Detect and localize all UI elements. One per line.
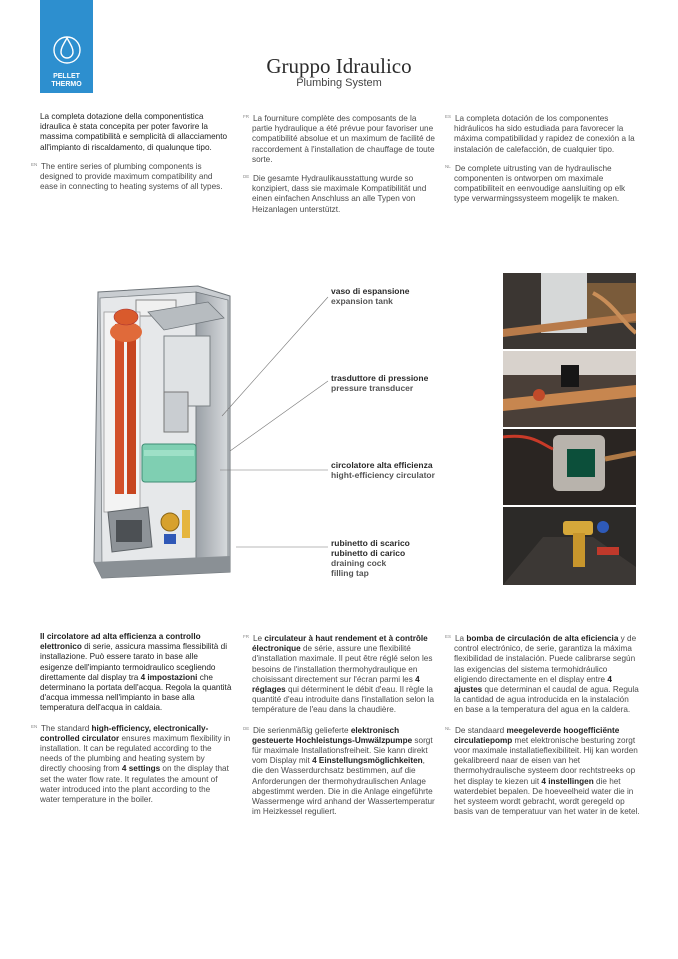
- stove-cutaway-drawing: [78, 272, 258, 587]
- detail-column-2: [243, 632, 438, 824]
- intro-column-3: [445, 112, 639, 212]
- detail-fr: FR Le circulateur à haut rendement et à contrôle électronique de série, assure une flexibilité d'installation maximale. Il peut être réglé selon les besoins de l'installation thermohydraulique en choisissant directement sur l'écran parmi les 4 réglages qui déterminent le débit d'eau. Il règle la quantité d'eau introduite dans l'installation selon la température de l'eau dans la chaudière.: [243, 634, 435, 715]
- intro-de: DE Die gesamte Hydraulikausstattung wurde so konzipiert, dass sie maximale Kompatibilität und einen einfachen Anschluss an alle Typen von Heizanlagen unterstützt.: [243, 174, 427, 214]
- detail-en: EN The standard high-efficiency, electronically-controlled circulator ensures maximum flexibility in installation. It can be regulated according to the needs of the plumbing and heating system by directly choosing from 4 settings on the display that set the water flow rate. It regulates the amount of water introduced into the plant according to the water temperature in the boiler.: [31, 723, 231, 805]
- photo-taps: [503, 507, 636, 585]
- callout-taps: rubinetto di scarico rubinetto di carico draining cock filling tap: [331, 538, 410, 578]
- intro-it: La completa dotazione della componentistica idraulica è stata concepita per poter favorire la massima compatibilità e semplicità di allacciamento all'impianto di riscaldamento, di qualunque tipo.: [40, 112, 228, 152]
- callout-circulator: circolatore alta efficienza hight-efficiency circulator: [331, 460, 435, 480]
- photo-expansion-tank: [503, 273, 636, 349]
- callout-pressure-transducer: trasduttore di pressione pressure transducer: [331, 373, 429, 393]
- photo-pressure-transducer: [503, 351, 636, 427]
- intro-nl: NL De complete uitrusting van de hydraulische componenten is ontworpen om maximale compatibiliteit en eenvoudige aansluiting op elk type verwarmingssysteem mogelijk te maken.: [445, 163, 626, 204]
- detail-de: DE Die serienmäßig gelieferte elektronisch gesteuerte Hochleistungs-Umwälzpumpe sorgt für maximale Installationsfreiheit. Sie kann direkt vom Display mit 4 Einstellungsmöglichkeiten, die den Wasserdurchsatz bestimmen, auf die Anforderungen der thermohydraulischen Anlage abgestimmt werden. Die in die Anlage eingeführte Wassermenge wird anhand der Wassertemperatur im Heizkessel reguliert.: [243, 725, 435, 817]
- detail-column-1: [31, 632, 232, 812]
- detail-es: ES La bomba de circulación de alta eficiencia y de control electrónico, de serie, garantiza la máxima flexibilidad de instalación. Puede calibrarse según las exigencias del sistema termohidráulico eligiendo directamente en el display entre 4 ajustes que determinan el caudal de agua. Regula la cantidad de agua introducida en la instalación en base a la temperatura del agua en la caldera.: [445, 634, 639, 715]
- page-title: Gruppo Idraulico: [266, 54, 412, 78]
- intro-column-2: [243, 112, 437, 222]
- detail-column-3: [445, 632, 640, 824]
- photo-circulator: [503, 429, 636, 505]
- detail-nl: NL De standaard meegeleverde hoogefficiënte circulatiepomp met elektronische besturing zorgt voor maximale installatieflexibiliteit. Hij kan worden gekalibreerd naar de eisen van het thermohydraulische systeem door rechtstreeks op het display te kiezen uit 4 instellingen die het waterdebiet bepalen. De hoeveelheid water die in het systeem wordt gebracht, wordt geregeld op basis van de temperatuur van het water in de ketel.: [445, 725, 640, 817]
- intro-column-1: [31, 112, 230, 199]
- badge-label: PELLET THERMO: [51, 73, 82, 88]
- callout-expansion-tank: vaso di espansione expansion tank: [331, 286, 410, 306]
- page-subtitle: Plumbing System: [296, 77, 382, 89]
- detail-it: Il circolatore ad alta efficienza a controllo elettronico di serie, assicura massima flessibilità di installazione. Può essere tarato in base alle esigenze dell'impianto termoidraulico scegliendo direttamente dal display tra 4 impostazioni che determinano la portata dell'acqua. Regola la quantità d'acqua immessa nell'impianto in base alla temperatura dell'acqua in caldaia.: [40, 632, 232, 713]
- intro-en: EN The entire series of plumbing components is designed to provide maximum compatibility and ease in connecting to heating systems of all types.: [31, 161, 223, 192]
- intro-fr: FR La fourniture complète des composants de la partie hydraulique a été prévue pour favoriser une compatibilité absolue et un maximum de facilité de raccordement à l'installation de chauffage de toute sorte.: [243, 114, 435, 164]
- intro-es: ES La completa dotación de los componentes hidráulicos ha sido estudiada para favorecer la máxima compatibilidad y rapidez de conexión a la instalación de calefacción, de cualquier tipo.: [445, 114, 635, 154]
